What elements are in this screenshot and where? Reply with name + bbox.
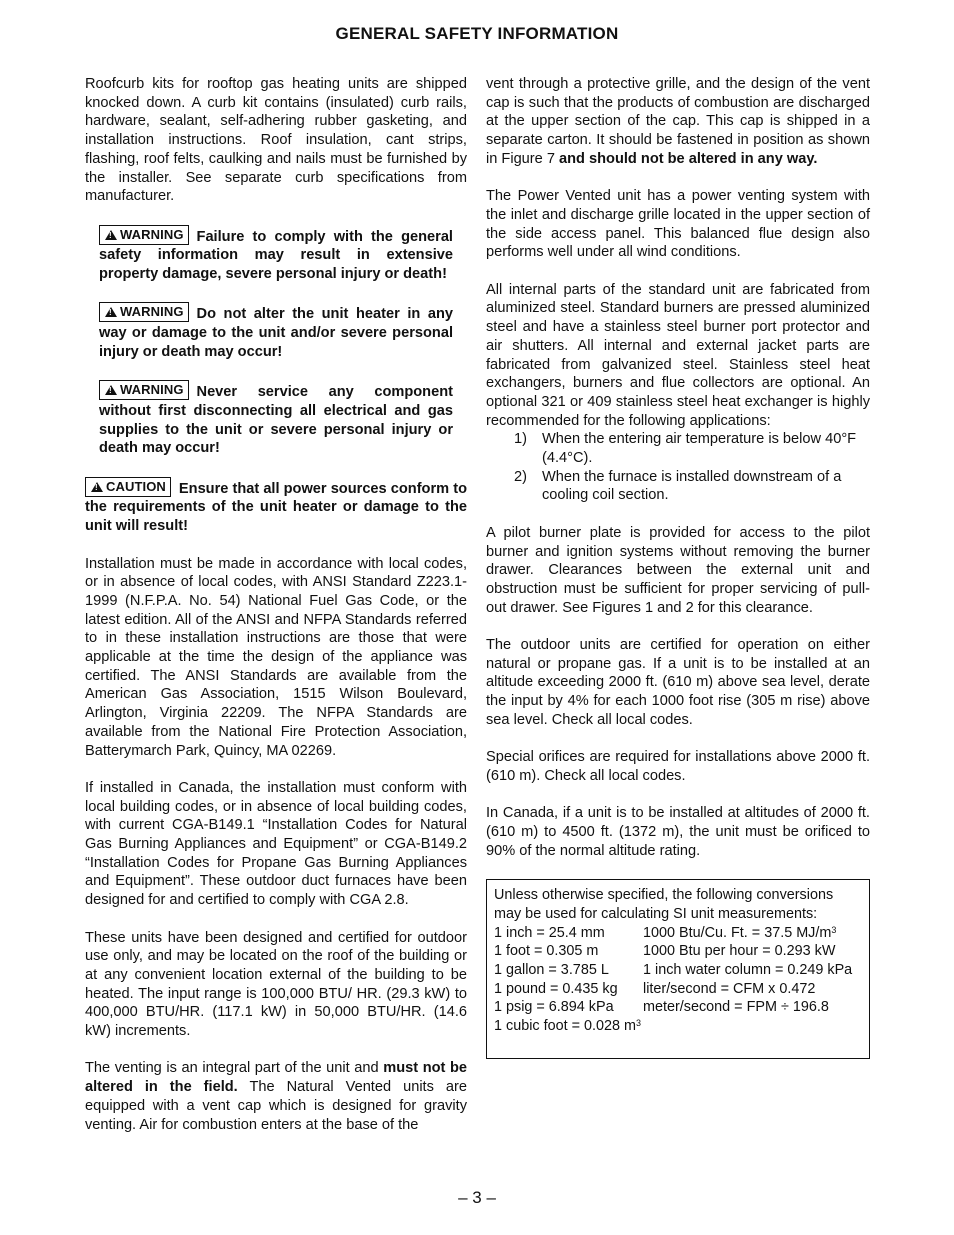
warning-notice-1 bbox=[99, 225, 453, 284]
warning-badge: !WARNING bbox=[99, 225, 189, 245]
warning-triangle-icon bbox=[105, 307, 117, 317]
warning-triangle-icon bbox=[105, 230, 117, 240]
special-orifices-paragraph: Special orifices are required for installations above 2000 ft. (610 m). Check all local codes. bbox=[486, 749, 870, 784]
warning-badge: !WARNING bbox=[99, 380, 189, 400]
page-number: – 3 – bbox=[458, 1188, 496, 1207]
warning-text: Never service any component without first disconnecting all electrical and gas supplies to the unit or severe personal injury or death may occur! bbox=[99, 384, 453, 457]
altitude-paragraph: The outdoor units are certified for operation on either natural or propane gas. If a unit is to be installed at an altitude exceeding 2000 ft. (610 m) above sea level, derate the input by 4% for each 1000 foot rise (305 m rise) above sea level. Check all local codes. bbox=[486, 637, 870, 728]
list-item: 2) When the furnace is installed downstream of a cooling coil section. bbox=[514, 468, 842, 504]
warning-notice-3 bbox=[99, 380, 453, 458]
canada-codes-paragraph: If installed in Canada, the installation must conform with local building codes, or in absence of local building codes, with current CGA-B149.1 “Installation Codes for Natural Gas Burning Appliances and Equipment” or CGA-B149.2 “Installation Codes for Propane Gas Burning Appliances and Equipment”. These outdoor duct furnaces have been designed for and certified to comply with CGA 2.8. bbox=[85, 779, 467, 909]
venting-paragraph: The venting is an integral part of the unit and must not be altered in the field. The Natural Vented units are equipped with a vent cap which is designed for gravity venting. Air for combustion enters at the base of the bbox=[85, 1060, 468, 1133]
warning-triangle-icon bbox=[105, 385, 117, 395]
caution-notice bbox=[85, 477, 467, 536]
table-row: 1 inch = 25.4 mm 1000 Btu/Cu. Ft. = 37.5 $MJ/m^3$ bbox=[494, 924, 837, 941]
pilot-burner-paragraph: A pilot burner plate is provided for access to the pilot burner and ignition systems without removing the burner drawer. Clearances between the external unit and obstruction must be sufficient for proper servicing of pull-out drawer. See Figures 1 and 2 for this clearance. bbox=[486, 524, 870, 616]
warning-text: Failure to comply with the general safety information may result in extensive property damage, severe personal injury or death! bbox=[99, 228, 453, 283]
list-item: 1) When the entering air temperature is below 40°F (4.4°C). bbox=[514, 431, 857, 467]
caution-triangle-icon bbox=[91, 482, 103, 492]
warning-text: Do not alter the unit heater in any way or damage to the unit and/or severe personal injury or death may occur! bbox=[99, 306, 453, 360]
internal-parts-paragraph: All internal parts of the standard unit are fabricated from aluminized steel. Standard burners are pressed aluminized steel and have a stainless steel burner port protector and air shutters. All internal and external jacket parts are fabricated from galvanized steel. Stainless steel heat exchangers, burners and flue collectors are optional. An optional 321 or 409 stainless steel heat exchanger is highly recommended for the following applications: bbox=[486, 281, 870, 429]
page-title: GENERAL SAFETY INFORMATION bbox=[335, 24, 619, 43]
table-row: 1 cubic foot = 0.028 $m^3$ bbox=[494, 1018, 642, 1035]
table-row: 1 psig = 6.894 kPa meter/second = FPM ÷ 196.8 bbox=[494, 999, 829, 1016]
table-row: 1 pound = 0.435 kg liter/second = CFM x 0.472 bbox=[494, 980, 816, 997]
conversions-table bbox=[494, 924, 852, 1036]
caution-text: Ensure that all power sources conform to the requirements of the unit heater or damage to the unit will result! bbox=[85, 480, 467, 535]
applications-list bbox=[486, 430, 870, 505]
conversions-intro: Unless otherwise specified, the following conversions may be used for calculating SI unit measurements: bbox=[494, 887, 834, 922]
outdoor-use-paragraph: These units have been designed and certified for outdoor use only, and may be located on the roof of the building or at any convenient location external of the building to be heated. The input range is 100,000 BTU/ HR. (29.3 kW) to 400,000 BTU/HR. (117.1 kW) in 50,000 BTU/HR. (14.6 kW) increments. bbox=[85, 929, 467, 1040]
canada-altitude-paragraph: In Canada, if a unit is to be installed at altitudes of 2000 ft. (610 m) to 4500 ft. (1372 m), the unit must be orificed to 90% of the normal altitude rating. bbox=[486, 805, 870, 859]
si-conversions-box bbox=[486, 879, 870, 1059]
left-column bbox=[85, 75, 467, 1134]
vent-cap-paragraph: vent through a protective grille, and the design of the vent cap is such that the products of combustion are discharged at the upper section of the cap. This cap is shipped in a separate carton. It should be fastened in position as shown in Figure 7 and should not be altered in any way. bbox=[486, 76, 870, 167]
warning-badge: !WARNING bbox=[99, 302, 189, 322]
table-row: 1 foot = 0.305 m 1000 Btu per hour = 0.293 kW bbox=[494, 943, 836, 960]
right-column bbox=[486, 75, 870, 1059]
roofcurb-paragraph: Roofcurb kits for rooftop gas heating units are shipped knocked down. A curb kit contains (insulated) curb rails, hardware, sealant, self-adhering rubber gasketing, and installation instructions. Roof insulation, cant strips, flashing, roof felts, caulking and nails must be furnished by the installer. See separate curb specifications from manufacturer. bbox=[85, 76, 467, 205]
power-vented-paragraph: The Power Vented unit has a power venting system with the inlet and discharge grille located in the upper section of the side access panel. This balanced flue design also performs well under all wind conditions. bbox=[486, 188, 870, 261]
caution-badge: !CAUTION bbox=[85, 477, 171, 497]
table-row: 1 gallon = 3.785 L 1 inch water column = 0.249 kPa bbox=[494, 961, 853, 978]
warning-notice-2 bbox=[99, 302, 453, 361]
installation-codes-paragraph: Installation must be made in accordance with local codes, or in absence of local codes, with ANSI Standard Z223.1-1999 (N.F.P.A. No. 54) National Fuel Gas Code, or the latest edition. All of the ANSI and NFPA Standards referred to in these installation instructions are those that were applicable at the time the design of the appliance was certified. The ANSI Standards are available from the American Gas Association, 1515 Wilson Boulevard, Arlington, Virginia 22209. The NFPA Standards are available from the National Fire Protection Association, Batterymarch Park, Quincy, MA 02269. bbox=[85, 555, 467, 759]
